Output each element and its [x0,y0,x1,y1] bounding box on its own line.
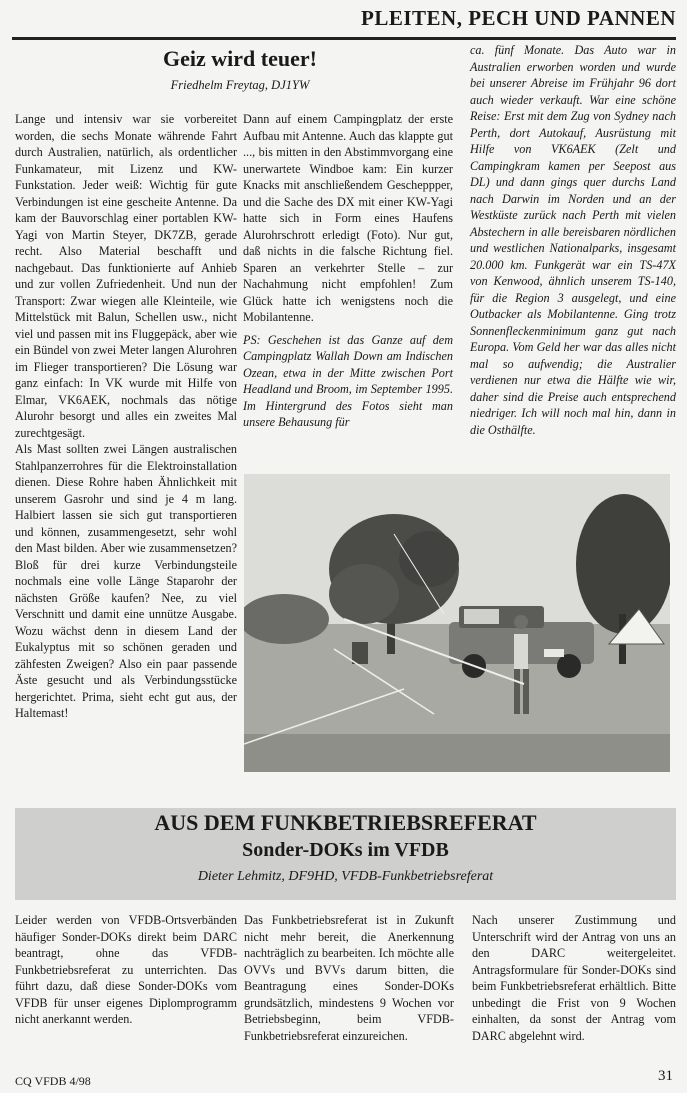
article-paragraph: Als Mast sollten zwei Längen australischen Stahlpanzerrohres für die Elektroinstallation dienen. Diese Rohre haben Ähnlichkeit mit unserem Gasrohr und sind je 4 m lang. Halbiert lassen sie sich gut transportieren und können, zusammengesetzt, sehr wohl den Mast bilden. Aber wie zusammensetzen? Bloß für drei kurze Verbindungsteile nochmals eine volle Länge Staparohr der nächsten Größe kaufen? Nee, zu viel Verschnitt und damit eine unnütze Ausgabe. Wozu wächst denn in diesem Land der Eukalyptus mit so schönen geraden und zähfesten Zweigen? Also ein paar passende Äste gesucht und als Verbindungsstücke hergerichtet. Prima, sieht echt gut aus, der Haltemast! [15,442,237,720]
article-paragraph: Dann auf einem Campingplatz der erste Aufbau mit Antenne. Auch das klappte gut ..., bis mitten in den Abstimmvorgang eine unerwartete Windboe kam: Ein kurzer Knacks mit anschließendem Gescheppper, und die Sache des DX mit einer KW-Yagi hatte sich in Form eines Haufens Alurohrschrott erledigt (Foto). Nur gut, daß nichts in die falsche Richtung fiel. Sparen an verkehrter Stelle – zur Nachahmung nicht empfohlen! Zum Glück hatte ich wenigstens noch die Mobilantenne. [243,112,453,324]
article-postscript: PS: Geschehen ist das Ganze auf dem Campingplatz Wallah Down am Indischen Ozean, etwa in der Mitte zwischen Port Headland und Broom, im September 1995. Im Hintergrund des Fotos sieht man unsere Behausung für [243,332,453,429]
header-rule [12,37,676,40]
notice-title: AUS DEM FUNKBETRIEBSREFERAT [154,810,537,835]
article-title: Geiz wird teuer! [163,46,317,71]
campsite-photo [244,474,670,772]
article-column-1 [15,111,237,722]
notice-column-1: Leider werden von VFDB-Ortsverbänden häufiger Sonder-DOKs direkt beim DARC beantragt, ohne das VFDB-Funkbetriebsreferat zu unterrichten. Das führt dazu, daß diese Sonder-DOKs vom VFDB für unser eigenes Diplomprogramm nicht anerkannt werden. [15,913,237,1026]
article-paragraph: Lange und intensiv war sie vorbereitet worden, die sechs Monate währende Fahrt durch Australien, natürlich, als ordentlicher Funkamateur, mit Lizenz und KW-Funkstation. Jeder weiß: Wichtig für gute Verbindungen ist eine gescheite Antenne. Da kam der Bauvorschlag einer portablen KW-Yagi von Martin Steyer, DK7ZB, gerade recht. Also Material beschafft und nachgebaut. Das funktionierte auf Anhieb und zur vollen Zufriedenheit. Und nun der Transport: Zwar wiegen alle Kleinteile, wie Mittelstück mit Balun, Schellen usw., nicht viel und passen mit ins Fluggepäck, aber wie ein Bündel von zwei Meter langen Alurohren im Flieger transportieren? Die Lösung war ganz einfach: In VK wurde mit Hilfe von Elmar, VK6AEK, nochmals das nötige Alurohr besorgt und alles ein zweites Mal zurechtgesägt. [15,112,237,440]
journal-issue: CQ VFDB 4/98 [15,1074,91,1088]
article-column-3 [470,42,676,438]
section-header: PLEITEN, PECH UND PANNEN [361,6,676,30]
article-author: Friedhelm Freytag, DJ1YW [170,78,310,92]
page-number: 31 [658,1068,673,1084]
article-paragraph: ca. fünf Monate. Das Auto war in Australien erworben worden und wurde bei unserer Abreise im Frühjahr 96 dort auch wieder verkauft. War eine schöne Reise: Erst mit dem Zug von Sydney nach Perth, dort Autokauf, Ausrüstung mit Hilfe von VK6AEK (Zelt und Campingkram kamen per Seepost aus DL) und dann gings quer durchs Land nach Darwin im Norden und an der Westküste zurück nach Perth mit vielen Abstechern in alle bereisbaren nördlichen und westlichen Nationalparks, insgesamt 20.000 km. Funkgerät war ein TS-47X von Kenwood, ähnlich unserem TS-140, für die Region 3 ausgelegt, und eine Outbacker als Mobilantenne. Ging trotz Sonnenfleckenminimum ganz gut nach Europa. Vom Geld her war das alles nicht mal so aufwendig; die Australier verdienen nur etwa die Hälfte wie wir, daher sind die Preise auch entsprechend niedriger. Ich will noch mal hin, dann in die Osthälfte. [470,43,676,437]
notice-author: Dieter Lehmitz, DF9HD, VFDB-Funkbetriebsreferat [197,869,494,884]
notice-subtitle: Sonder-DOKs im VFDB [242,839,449,861]
notice-column-2: Das Funkbetriebsreferat ist in Zukunft nicht mehr bereit, die Anerkennung nachträglich zu bearbeiten. Ich möchte alle OVVs und BVVs darum bitten, die Beantragung eines Sonder-DOKs grundsätzlich, mindestens 9 Wochen vor Betriebsbeginn, beim VFDB-Funkbetriebsreferat einzureichen. [244,913,454,1043]
article-column-2 [243,111,453,431]
notice-column-3: Nach unserer Zustimmung und Unterschrift wird der Antrag von uns an den DARC weitergeleitet. Antragsformulare für Sonder-DOKs sind beim Funkbetriebsreferat erhältlich. Bitte unbedingt die Frist von 9 Wochen einhalten, da sonst der Antrag vom DARC abgelehnt wird. [472,913,676,1043]
